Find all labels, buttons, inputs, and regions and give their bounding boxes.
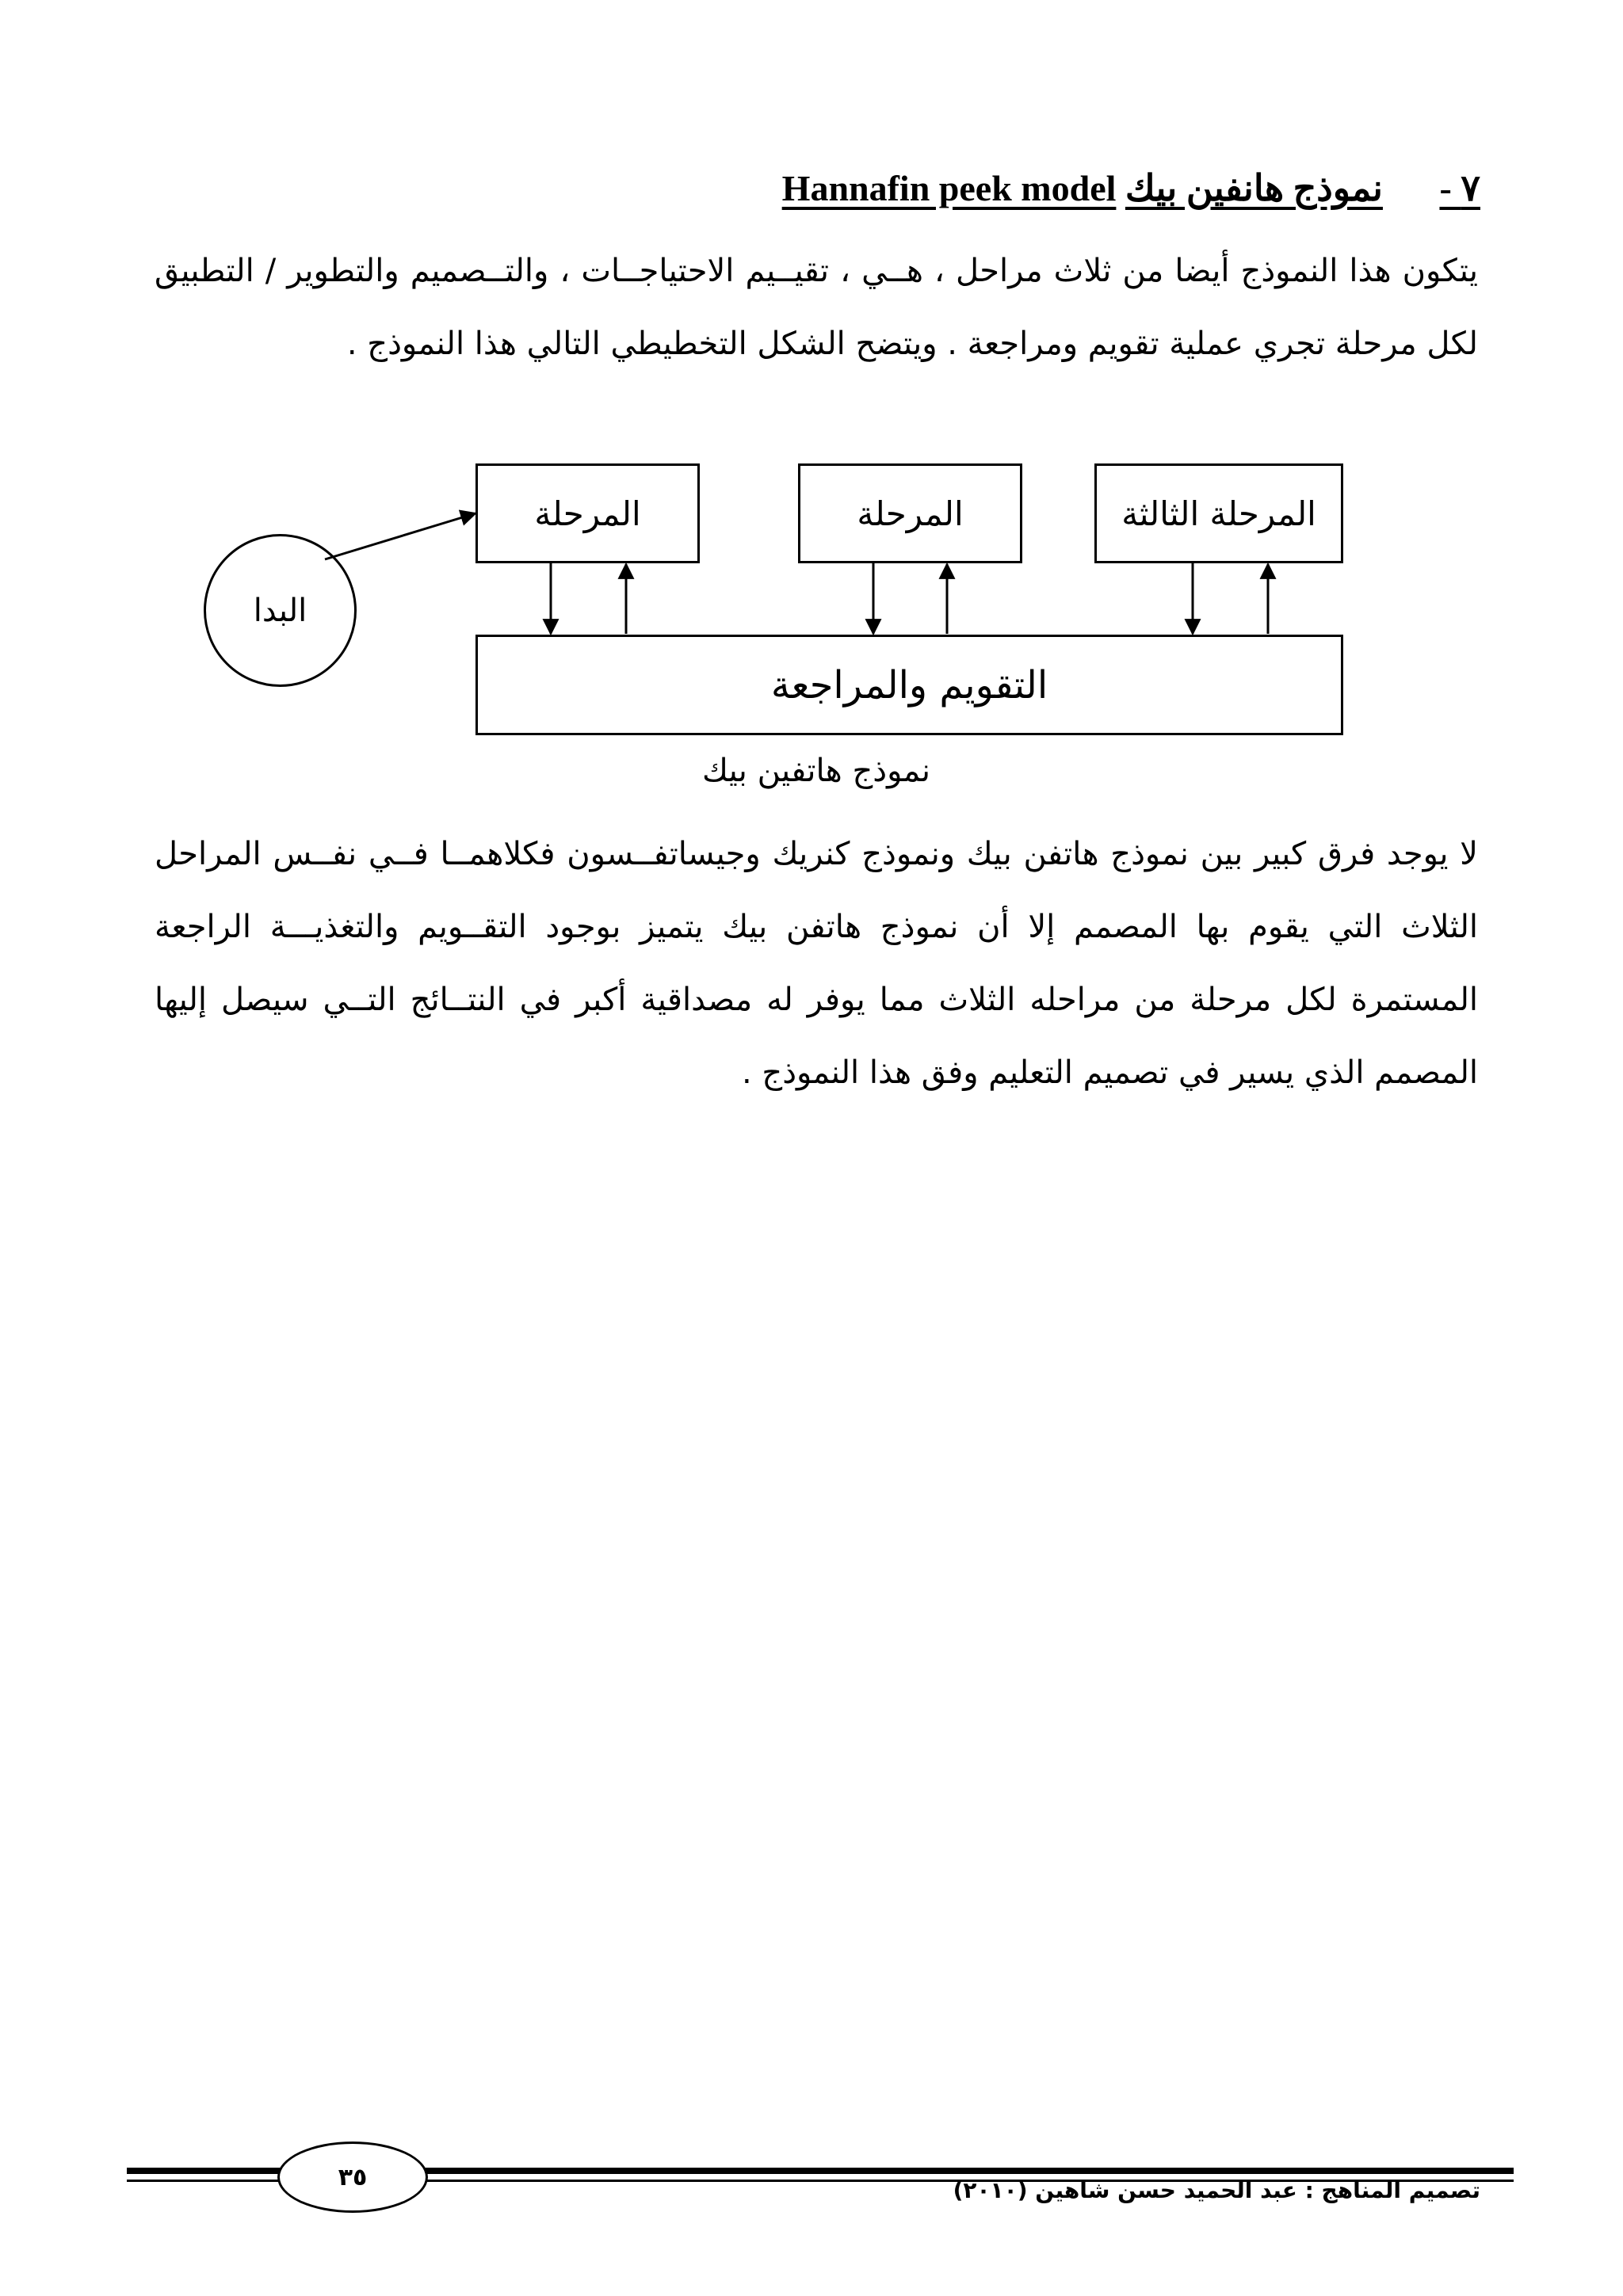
start-to-stage-arrow xyxy=(325,513,475,559)
section-number: ٧ - xyxy=(1439,168,1480,208)
stage-2-box xyxy=(798,463,1022,563)
stage-2-label: المرحلة xyxy=(857,494,964,533)
conclusion-paragraph: لا يوجد فرق كبير بين نموذج هاتفن بيك ونموذج كنريك وجيساتفــسون فكلاهمــا فــي نفــس المراحل الثلاث التي يقوم بها المصمم إلا أن نموذج هاتفن بيك يتميز بوجود التقــويم والتغذيـــة الراجعة المستمرة لكل مرحلة من مراحله الثلاث مما يوفر له مصداقية أكبر في النتــائج التــي سيصل إليها المصمم الذي يسير في تصميم التعليم وفق هذا النموذج . xyxy=(155,836,1478,1091)
page-number-badge xyxy=(277,2142,428,2213)
stage-1-box xyxy=(475,463,700,563)
evaluation-label: التقويم والمراجعة xyxy=(770,662,1048,707)
stage-3-label: المرحلة الثالثة xyxy=(1121,494,1316,533)
diagram-caption: نموذج هاتفين بيك xyxy=(701,753,931,789)
start-label: البدا xyxy=(253,592,307,629)
footer-credit: تصميم المناهج : عبد الحميد حسن شاهين (٢٠١٠) xyxy=(953,2177,1480,2203)
stage-3-box xyxy=(1094,463,1343,563)
stage-1-label: المرحلة xyxy=(534,494,641,533)
page-number: ٣٥ xyxy=(338,2163,368,2191)
section-title-english: Hannafin peek model xyxy=(781,168,1117,208)
intro-paragraph: يتكون هذا النموذج أيضا من ثلاث مراحل ، هــي ، تقيــيم الاحتياجــات ، والتــصميم والتطوير / التطبيق لكل مرحلة تجري عملية تقويم ومراجعة . ويتضح الشكل التخطيطي التالي هذا النموذج . xyxy=(155,253,1478,362)
evaluation-box xyxy=(475,635,1343,735)
model-diagram xyxy=(0,0,1623,816)
start-circle xyxy=(204,534,357,687)
section-title-arabic: نموذج هانفين بيك xyxy=(1125,168,1383,208)
